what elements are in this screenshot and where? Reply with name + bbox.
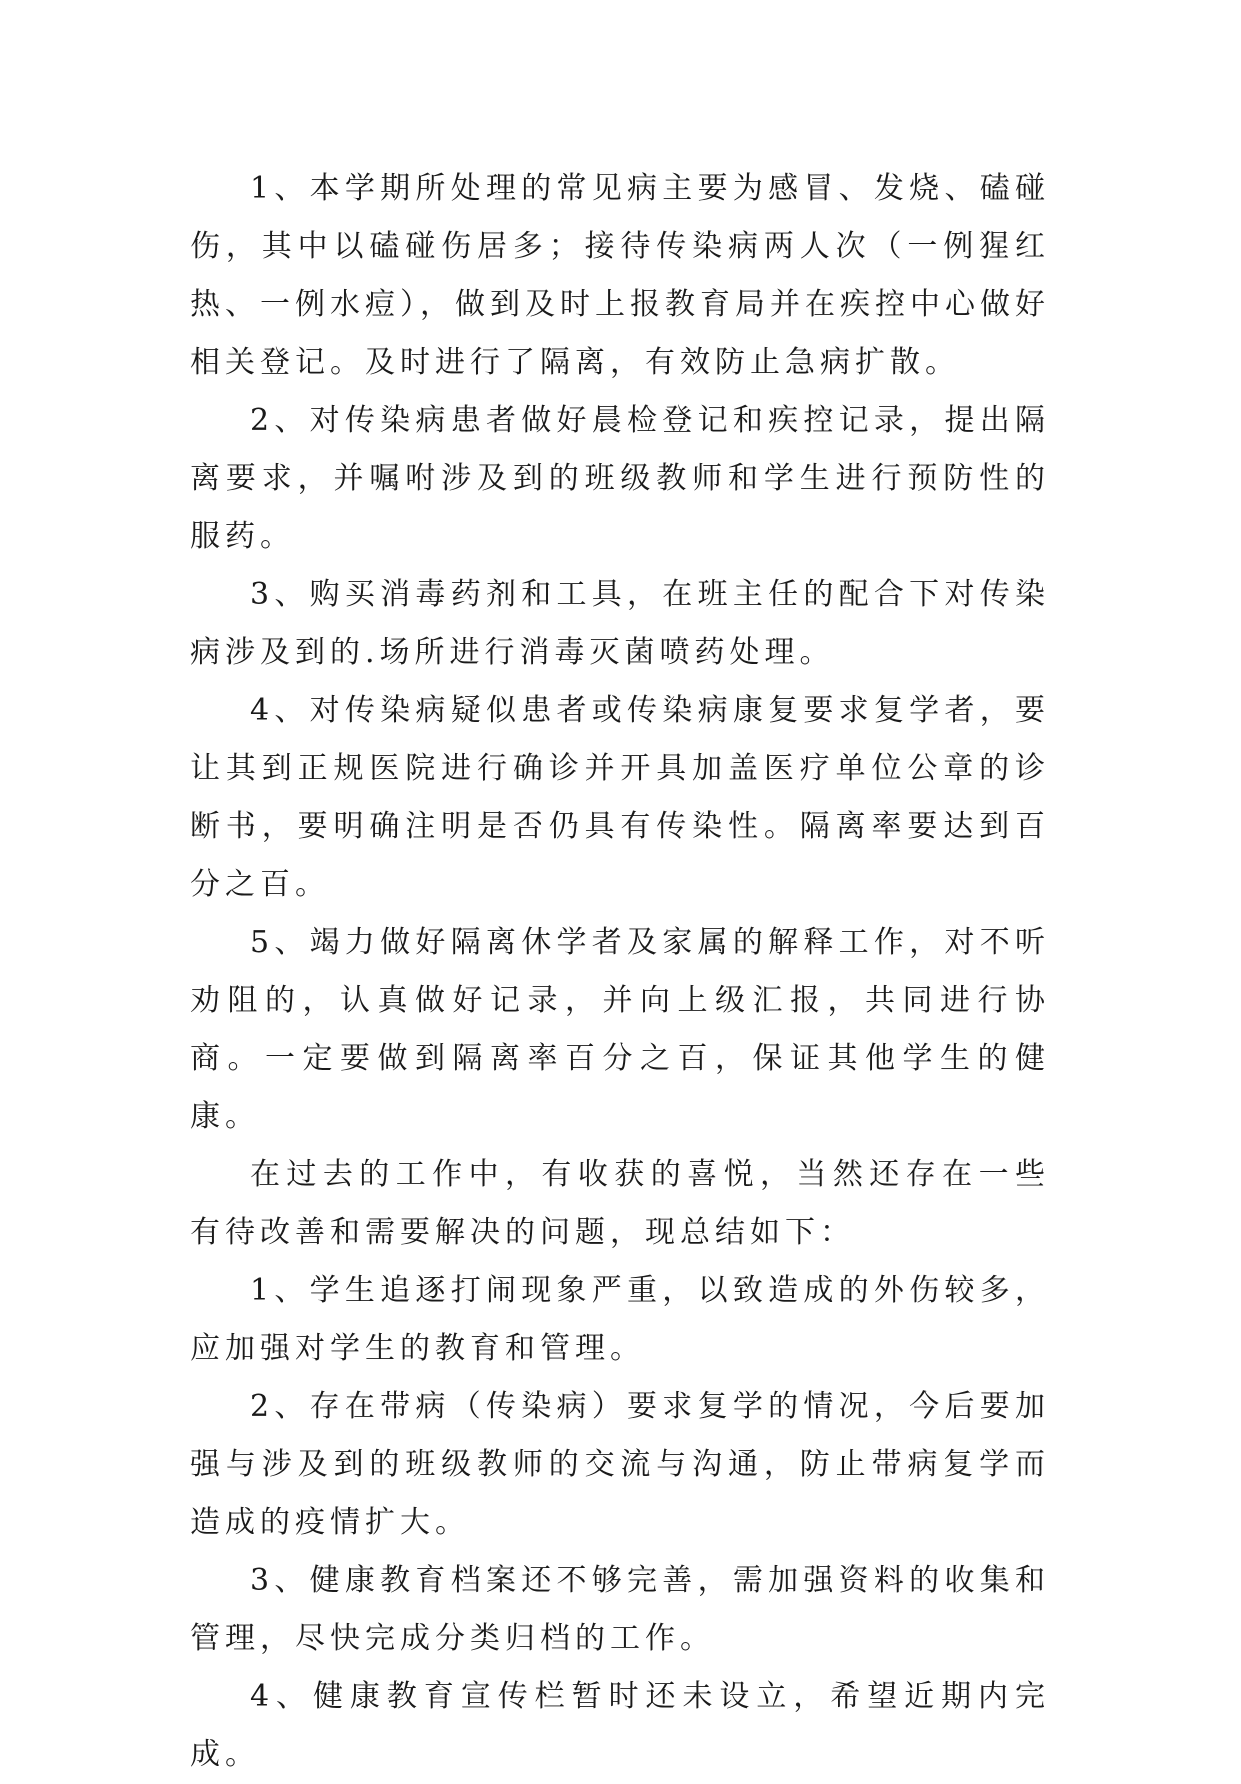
paragraph-1: 1、本学期所处理的常见病主要为感冒、发烧、磕碰伤，其中以磕碰伤居多；接待传染病两人次（一例猩红热、一例水痘），做到及时上报教育局并在疾控中心做好相关登记。及时进行了隔离，有效防止急病扩散。 — [190, 171, 1050, 380]
paragraph-10: 4、健康教育宣传栏暂时还未设立，希望近期内完成。 — [190, 1679, 1050, 1772]
paragraph-9: 3、健康教育档案还不够完善，需加强资料的收集和管理，尽快完成分类归档的工作。 — [190, 1563, 1050, 1656]
paragraph-4: 4、对传染病疑似患者或传染病康复要求复学者，要让其到正规医院进行确诊并开具加盖医疗单位公章的诊断书，要明确注明是否仍具有传染性。隔离率要达到百分之百。 — [190, 693, 1050, 902]
paragraph-6: 在过去的工作中，有收获的喜悦，当然还存在一些有待改善和需要解决的问题，现总结如下： — [190, 1157, 1050, 1250]
paragraph-2: 2、对传染病患者做好晨检登记和疾控记录，提出隔离要求，并嘱咐涉及到的班级教师和学生进行预防性的服药。 — [190, 403, 1050, 554]
paragraph-7: 1、学生追逐打闹现象严重，以致造成的外伤较多，应加强对学生的教育和管理。 — [190, 1273, 1050, 1366]
paragraph-8: 2、存在带病（传染病）要求复学的情况，今后要加强与涉及到的班级教师的交流与沟通，防止带病复学而造成的疫情扩大。 — [190, 1389, 1050, 1540]
document-body — [190, 160, 1050, 1784]
paragraph-5: 5、竭力做好隔离休学者及家属的解释工作，对不听劝阻的，认真做好记录，并向上级汇报，共同进行协商。一定要做到隔离率百分之百，保证其他学生的健康。 — [190, 925, 1050, 1134]
paragraph-3: 3、购买消毒药剂和工具，在班主任的配合下对传染病涉及到的.场所进行消毒灭菌喷药处理。 — [190, 577, 1050, 670]
